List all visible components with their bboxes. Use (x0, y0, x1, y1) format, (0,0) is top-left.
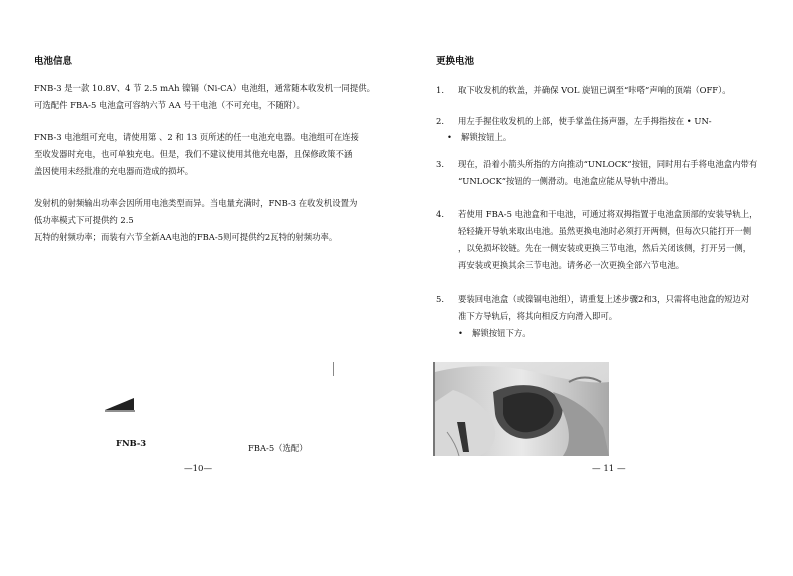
rf-power-paragraph (34, 195, 357, 246)
battery-removal-photo (433, 362, 609, 456)
paragraph-line: 至收发器时充电，也可单独充电。但是，我们不建议使用其他充电器，且保修政策不涵 (34, 149, 353, 159)
step-line: 若使用 FBA-5 电池盒和干电池，可通过将双拇指置于电池盒顶部的安装导轨上， (458, 209, 758, 219)
step-line: 轻轻撬开导轨来取出电池。虽然更换电池时必须打开两侧，但每次只能打开一侧 (458, 226, 752, 236)
page-number: — 11 — (592, 464, 626, 474)
step-bullet-text: 解锁按钮下方。 (472, 328, 531, 338)
paragraph-line: FNB-3 电池组可充电，请使用第 、2 和 13 页所述的任一电池充电器。电池组可在连接 (34, 132, 359, 142)
paragraph-line: 可选配件 FBA-5 电池盒可容纳六节 AA 号干电池（不可充电，不随附）。 (34, 100, 305, 110)
left-page (0, 0, 396, 576)
charging-paragraph (34, 129, 359, 180)
step-line: 现在，沿着小箭头所指的方向推动“UNLOCK”按钮，同时用右手将电池盒内带有 (458, 159, 758, 169)
left-page-heading: 电池信息 (34, 56, 73, 67)
step-number: 3. (436, 159, 444, 169)
paragraph-line: 盖因使用未经批准的充电器而造成的损坏。 (34, 166, 194, 176)
step-line: “UNLOCK”按钮的一侧滑动。电池盒应能从导轨中滑出。 (458, 176, 674, 186)
paragraph-line: 发射机的射频输出功率会因所用电池类型而异。当电量充满时，FNB-3 在收发机设置为 (34, 198, 358, 208)
bullet-mark: • (447, 132, 452, 142)
fba5-caption: FBA-5（选配） (248, 443, 308, 453)
step-line: 准下方导轨后，将其向相反方向滑入即可。 (458, 311, 618, 321)
step-number: 1. (436, 85, 444, 95)
fnb3-caption: FNB-3 (116, 438, 147, 448)
step-bullet-text: 解锁按钮上。 (461, 132, 512, 142)
step-line: 取下收发机的软盖，并确保 VOL 旋钮已调至“咔嗒”声响的顶端（OFF）。 (458, 85, 731, 95)
right-page (396, 0, 793, 576)
battery-intro-paragraph (34, 80, 375, 114)
right-page-heading: 更换电池 (436, 56, 475, 67)
step-number: 2. (436, 116, 444, 126)
battery-pack-illustration (104, 396, 136, 412)
step-line: 用左手握住收发机的上部，使手掌盖住扬声器，左手拇指按在 • UN- (458, 116, 712, 126)
page-number: —10— (184, 464, 213, 474)
step-number: 5. (436, 294, 444, 304)
step-5-bullet (458, 325, 531, 342)
step-2-bullet (447, 129, 511, 146)
paragraph-line: 低功率模式下可提供约 2.5 (34, 215, 134, 225)
step-line: 再安装或更换其余三节电池。请务必一次更换全部六节电池。 (458, 260, 685, 270)
step-line: ，以免损坏铰链。先在一侧安装或更换三节电池，然后关闭该侧，打开另一侧， (458, 243, 752, 253)
step-line: 要装回电池盒（或镍镉电池组），请重复上述步骤2和3，只需将电池盒的短边对 (458, 294, 750, 304)
step-number: 4. (436, 209, 444, 219)
paragraph-line: FNB-3 是一款 10.8V、4 节 2.5 mAh 镍镉（Ni-CA）电池组，通常随本收发机一同提供。 (34, 83, 375, 93)
bullet-mark: • (458, 328, 463, 338)
illustration-edge-mark (332, 362, 335, 376)
paragraph-line: 瓦特的射频功率；而装有六节全新AA电池的FBA-5则可提供约2瓦特的射频功率。 (34, 232, 338, 242)
